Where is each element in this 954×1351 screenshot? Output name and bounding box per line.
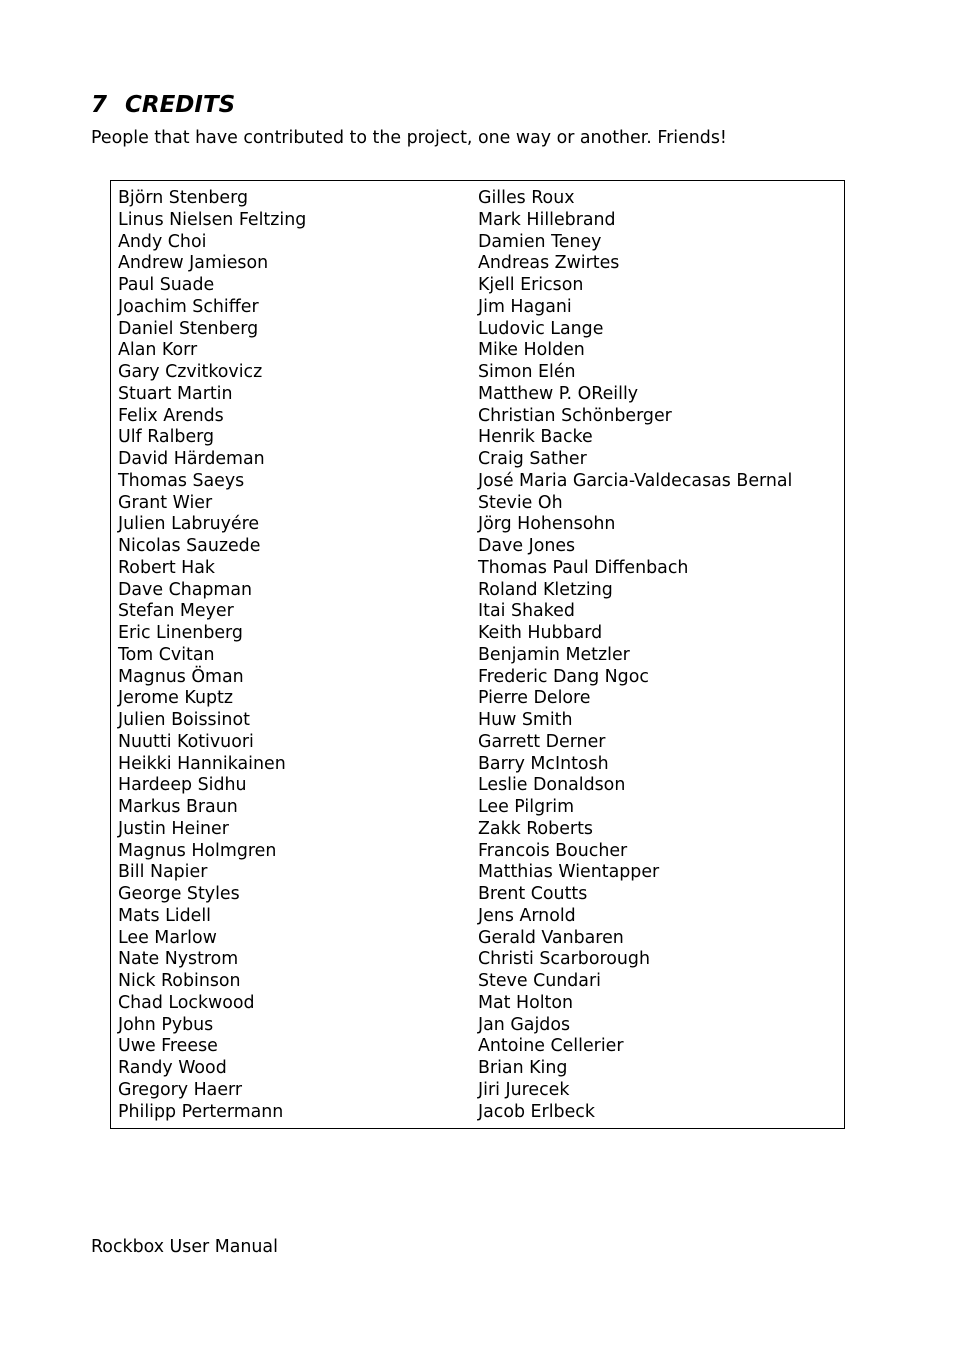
- credit-name: Zakk Roberts: [478, 818, 593, 839]
- section-title: CREDITS: [125, 92, 236, 118]
- credit-name: Barry McIntosh: [478, 753, 609, 774]
- credit-name: Lee Pilgrim: [478, 797, 575, 817]
- credit-name: Lee Marlow: [118, 927, 217, 948]
- credit-name: Matthias Wientapper: [478, 862, 660, 883]
- credit-name: Linus Nielsen Feltzing: [118, 209, 307, 230]
- credit-name: Gregory Haerr: [118, 1079, 243, 1100]
- credit-name: José Maria Garcia-Valdecasas Bernal: [478, 470, 793, 491]
- credit-name: Brian King: [478, 1058, 568, 1078]
- credit-name: Tom Cvitan: [118, 644, 215, 665]
- credit-name: Mike Holden: [478, 340, 585, 361]
- credit-name: Roland Kletzing: [478, 579, 613, 600]
- credit-name: Felix Arends: [118, 405, 224, 426]
- credit-name: Dave Jones: [478, 536, 576, 556]
- credit-name: Philipp Pertermann: [118, 1101, 284, 1122]
- credit-name: Thomas Saeys: [118, 470, 245, 491]
- credit-name: Grant Wier: [118, 492, 213, 513]
- credit-name: Andreas Zwirtes: [478, 253, 620, 274]
- credit-name: Francois Boucher: [478, 840, 628, 861]
- credit-name: Stevie Oh: [478, 492, 563, 513]
- credit-name: Jacob Erlbeck: [478, 1101, 595, 1122]
- credit-name: Uwe Freese: [118, 1036, 218, 1057]
- credits-column-left: [118, 188, 306, 1123]
- credit-name: Christian Schönberger: [478, 405, 672, 426]
- credit-name: Benjamin Metzler: [478, 644, 630, 665]
- credit-name: Antoine Cellerier: [478, 1036, 624, 1057]
- credit-name: Brent Coutts: [478, 884, 588, 904]
- credit-name: Craig Sather: [478, 449, 587, 469]
- credit-name: Eric Linenberg: [118, 623, 243, 643]
- credit-name: Jens Arnold: [478, 905, 576, 926]
- credit-name: Christi Scarborough: [478, 949, 650, 970]
- credit-name: David Härdeman: [118, 449, 265, 469]
- credit-name: Thomas Paul Diffenbach: [478, 557, 689, 578]
- credit-name: Garrett Derner: [478, 731, 606, 752]
- credit-name: Leslie Donaldson: [478, 775, 626, 796]
- credit-name: Stefan Meyer: [118, 601, 234, 622]
- credit-name: Joachim Schiffer: [118, 296, 259, 317]
- credit-name: Jim Hagani: [478, 296, 572, 317]
- credit-name: Stuart Martin: [118, 383, 233, 404]
- credit-name: Keith Hubbard: [478, 623, 603, 643]
- credit-name: Matthew P. OReilly: [478, 383, 639, 404]
- credit-name: Nicolas Sauzede: [118, 536, 261, 556]
- credit-name: Heikki Hannikainen: [118, 753, 286, 774]
- credit-name: John Pybus: [118, 1014, 214, 1035]
- page-footer: Rockbox User Manual: [91, 1237, 278, 1257]
- section-number: 7: [91, 92, 108, 118]
- credit-name: Kjell Ericson: [478, 275, 584, 295]
- credit-name: Mark Hillebrand: [478, 209, 616, 230]
- credit-name: Nuutti Kotivuori: [118, 731, 254, 752]
- credit-name: Gary Czvitkovicz: [118, 362, 263, 382]
- credit-name: Jan Gajdos: [478, 1014, 571, 1035]
- section-heading: [91, 90, 235, 120]
- credit-name: Hardeep Sidhu: [118, 775, 247, 796]
- credit-name: Magnus Öman: [118, 666, 244, 687]
- credit-name: Nick Robinson: [118, 971, 241, 991]
- credit-name: Markus Braun: [118, 797, 238, 817]
- credit-name: Jörg Hohensohn: [478, 514, 616, 535]
- credit-name: Dave Chapman: [118, 579, 253, 600]
- credit-name: Itai Shaked: [478, 601, 575, 622]
- credit-name: Damien Teney: [478, 231, 602, 252]
- credit-name: Bill Napier: [118, 862, 208, 883]
- credit-name: Robert Hak: [118, 557, 215, 578]
- credit-name: Ulf Ralberg: [118, 427, 215, 448]
- credit-name: Julien Labruyére: [118, 514, 260, 535]
- credit-name: Huw Smith: [478, 710, 573, 730]
- credit-name: Henrik Backe: [478, 427, 593, 448]
- credit-name: Pierre Delore: [478, 688, 591, 709]
- credit-name: Andrew Jamieson: [118, 253, 269, 274]
- credit-name: Randy Wood: [118, 1058, 227, 1078]
- credit-name: Mats Lidell: [118, 905, 211, 926]
- credit-name: Nate Nystrom: [118, 949, 239, 970]
- credit-name: Steve Cundari: [478, 971, 601, 991]
- credit-name: George Styles: [118, 884, 240, 904]
- credit-name: Chad Lockwood: [118, 992, 255, 1013]
- credit-name: Frederic Dang Ngoc: [478, 666, 649, 687]
- credits-column-right: [478, 188, 792, 1123]
- credit-name: Jerome Kuptz: [118, 688, 233, 709]
- credit-name: Alan Korr: [118, 340, 198, 361]
- credit-name: Paul Suade: [118, 275, 215, 295]
- credit-name: Justin Heiner: [118, 818, 229, 839]
- credit-name: Ludovic Lange: [478, 318, 604, 339]
- credit-name: Simon Elén: [478, 362, 576, 382]
- credit-name: Julien Boissinot: [118, 710, 250, 730]
- credit-name: Mat Holton: [478, 992, 574, 1013]
- credit-name: Björn Stenberg: [118, 188, 248, 208]
- credit-name: Andy Choi: [118, 231, 207, 252]
- credit-name: Gilles Roux: [478, 188, 575, 208]
- credit-name: Daniel Stenberg: [118, 318, 259, 339]
- credits-table: [110, 180, 845, 1129]
- credit-name: Jiri Jurecek: [478, 1079, 570, 1100]
- intro-text: People that have contributed to the project, one way or another. Friends!: [91, 128, 727, 148]
- credit-name: Magnus Holmgren: [118, 840, 277, 861]
- credit-name: Gerald Vanbaren: [478, 927, 624, 948]
